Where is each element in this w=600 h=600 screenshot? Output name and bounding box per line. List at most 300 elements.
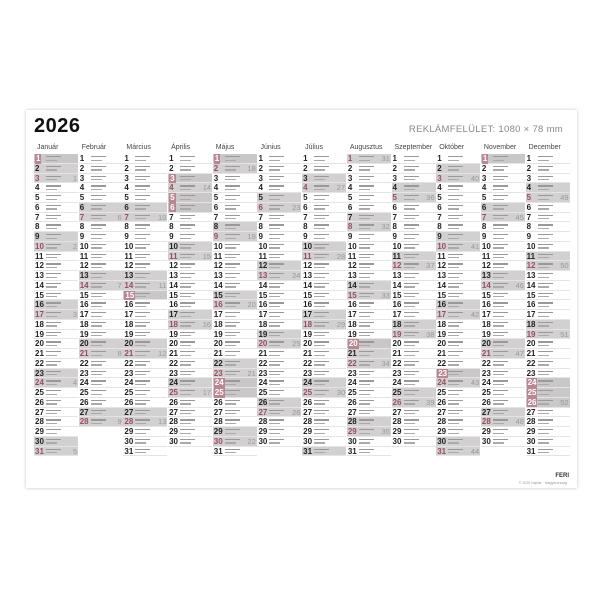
day-cell (347, 154, 391, 164)
day-cell (213, 154, 257, 164)
day-number: 16 (124, 300, 134, 310)
day-number: 20 (392, 339, 402, 349)
day-number: 22 (303, 358, 313, 368)
day-number: 29 (124, 427, 134, 436)
nameday-text (91, 332, 106, 333)
nameday-text (448, 257, 459, 258)
day-number: 29 (213, 427, 223, 436)
day-number: 25 (481, 388, 491, 397)
nameday-text (180, 224, 195, 225)
day-cell (481, 291, 525, 301)
day-cell (34, 349, 78, 359)
nameday-text (404, 429, 419, 430)
nameday-text (404, 199, 415, 200)
day-cell (79, 378, 123, 388)
nameday-text (359, 263, 374, 264)
day-number: 2 (526, 163, 532, 173)
week-number: 51 (560, 329, 569, 339)
day-cell (168, 427, 212, 437)
day-cell (481, 232, 525, 242)
day-number: 6 (213, 202, 219, 212)
day-number: 7 (169, 212, 174, 222)
day-number: 26 (79, 397, 89, 407)
nameday-text (314, 254, 329, 255)
nameday-text (404, 160, 415, 161)
day-number: 29 (347, 427, 357, 436)
nameday-text (225, 351, 240, 352)
nameday-text (314, 228, 325, 229)
day-number: 15 (481, 290, 491, 300)
day-cell (257, 222, 301, 232)
nameday-text (359, 316, 370, 317)
nameday-text (359, 273, 374, 274)
nameday-text (359, 361, 374, 362)
nameday-text (493, 199, 504, 200)
nameday-text (404, 433, 415, 434)
nameday-text (269, 332, 284, 333)
day-cell (481, 193, 525, 203)
nameday-text (359, 325, 370, 326)
nameday-text (91, 355, 102, 356)
day-number: 17 (303, 310, 313, 319)
nameday-text (493, 257, 504, 258)
nameday-text (46, 166, 61, 167)
day-number: 26 (392, 397, 402, 407)
day-number: 17 (392, 310, 402, 319)
calendar-sheet (26, 110, 577, 488)
nameday-text (135, 199, 146, 200)
day-cell (123, 222, 167, 232)
day-cell (168, 388, 212, 398)
day-number: 17 (437, 310, 447, 319)
nameday-text (269, 442, 280, 443)
nameday-text (91, 325, 102, 326)
nameday-text (359, 296, 370, 297)
nameday-text (46, 312, 61, 313)
day-cell (123, 154, 167, 164)
day-number: 27 (124, 407, 134, 417)
day-number: 11 (526, 251, 536, 261)
day-cell (347, 417, 391, 427)
day-cell (436, 203, 480, 213)
month-column (168, 144, 212, 456)
day-number: 5 (303, 193, 308, 202)
nameday-text (404, 228, 415, 229)
day-cell (79, 252, 123, 262)
day-number: 25 (347, 388, 357, 397)
week-number: 7 (117, 280, 122, 290)
nameday-text (180, 394, 191, 395)
nameday-text (46, 439, 61, 440)
day-cell (79, 310, 123, 320)
nameday-text (46, 156, 61, 157)
day-cell (392, 398, 436, 408)
week-number: 25 (292, 339, 301, 349)
day-cell (168, 320, 212, 330)
nameday-text (180, 277, 191, 278)
nameday-text (404, 423, 415, 424)
day-number: 5 (79, 193, 85, 202)
nameday-text (91, 263, 106, 264)
day-cell (34, 427, 78, 437)
nameday-text (404, 293, 419, 294)
nameday-text (46, 306, 57, 307)
nameday-text (46, 419, 61, 420)
nameday-text (91, 215, 106, 216)
nameday-text (359, 234, 374, 235)
day-cell (168, 281, 212, 291)
nameday-text (404, 273, 419, 274)
day-cell (481, 271, 525, 281)
nameday-text (314, 371, 329, 372)
day-number: 19 (303, 329, 313, 339)
nameday-text (359, 345, 370, 346)
day-number: 3 (258, 173, 263, 183)
nameday-text (314, 208, 325, 209)
day-number: 26 (213, 397, 223, 407)
day-number: 25 (258, 388, 268, 397)
nameday-text (448, 355, 459, 356)
ad-space-label: REKLÁMFELÜLET: 1080 × 78 mm (408, 124, 563, 135)
day-number: 21 (213, 349, 223, 358)
nameday-text (46, 355, 57, 356)
nameday-text (225, 244, 240, 245)
day-number: 13 (213, 271, 223, 280)
day-cell (168, 359, 212, 369)
nameday-text (135, 332, 150, 333)
day-cell (257, 261, 301, 271)
day-cell (123, 164, 167, 174)
week-number: 18 (247, 163, 256, 173)
nameday-text (314, 195, 329, 196)
day-number: 10 (347, 241, 357, 251)
nameday-text (448, 189, 459, 190)
day-cell (481, 349, 525, 359)
nameday-text (493, 215, 508, 216)
nameday-text (493, 234, 508, 235)
day-number: 9 (35, 232, 40, 241)
day-number: 14 (213, 280, 223, 290)
nameday-text (359, 238, 370, 239)
day-cell (392, 300, 436, 310)
day-number: 14 (392, 280, 402, 290)
day-cell (347, 242, 391, 252)
nameday-text (225, 419, 240, 420)
day-cell (302, 281, 346, 291)
nameday-text (538, 224, 553, 225)
day-number: 29 (481, 427, 491, 436)
day-number: 5 (526, 193, 532, 202)
nameday-text (91, 316, 102, 317)
nameday-text (225, 176, 240, 177)
day-cell (526, 408, 570, 418)
day-number: 10 (258, 241, 268, 251)
nameday-text (359, 433, 370, 434)
nameday-text (135, 254, 150, 255)
nameday-text (269, 380, 284, 381)
nameday-text (135, 345, 146, 346)
day-number: 1 (258, 154, 263, 163)
nameday-text (493, 394, 504, 395)
nameday-text (91, 286, 102, 287)
nameday-text (135, 195, 150, 196)
nameday-text (180, 199, 191, 200)
nameday-text (269, 234, 284, 235)
nameday-text (493, 351, 508, 352)
nameday-text (538, 371, 553, 372)
day-cell (257, 437, 301, 447)
week-number: 24 (292, 271, 301, 280)
day-cell (79, 242, 123, 252)
day-number: 9 (526, 232, 532, 241)
day-cell (392, 417, 436, 427)
week-number: 15 (202, 251, 212, 261)
nameday-text (359, 169, 370, 170)
day-number: 31 (347, 446, 357, 456)
nameday-text (91, 160, 102, 161)
nameday-text (135, 169, 146, 170)
nameday-text (538, 390, 553, 391)
day-number: 12 (169, 261, 178, 271)
day-number: 26 (258, 397, 268, 407)
week-number: 40 (470, 173, 480, 183)
day-number: 4 (258, 183, 263, 193)
nameday-text (448, 394, 459, 395)
day-cell (123, 261, 167, 271)
week-number: 17 (202, 388, 212, 397)
nameday-text (46, 400, 61, 401)
week-number: 9 (117, 417, 122, 427)
day-cell (168, 193, 212, 203)
day-number: 14 (169, 280, 178, 290)
nameday-text (404, 306, 415, 307)
day-cell (302, 291, 346, 301)
day-cell (34, 408, 78, 418)
day-cell (347, 349, 391, 359)
day-cell (168, 242, 212, 252)
day-cell (436, 300, 480, 310)
day-number: 7 (35, 212, 40, 222)
nameday-text (538, 442, 549, 443)
day-cell (392, 330, 436, 340)
nameday-text (314, 433, 325, 434)
day-number: 23 (213, 368, 223, 378)
day-cell (79, 349, 123, 359)
day-cell (347, 232, 391, 242)
nameday-text (404, 234, 419, 235)
nameday-text (135, 228, 146, 229)
month-name: Október (439, 144, 465, 151)
nameday-text (46, 322, 61, 323)
day-cell (79, 281, 123, 291)
nameday-text (404, 380, 419, 381)
nameday-text (493, 433, 504, 434)
nameday-text (359, 351, 374, 352)
day-number: 9 (481, 232, 487, 241)
nameday-text (404, 286, 415, 287)
day-number: 26 (303, 397, 313, 407)
day-number: 1 (437, 154, 442, 163)
nameday-text (46, 228, 57, 229)
nameday-text (359, 277, 370, 278)
day-cell (213, 281, 257, 291)
nameday-text (225, 205, 240, 206)
nameday-text (91, 390, 106, 391)
nameday-text (225, 156, 240, 157)
nameday-text (314, 293, 329, 294)
day-cell (34, 330, 78, 340)
week-number: 48 (515, 417, 524, 427)
nameday-text (135, 189, 146, 190)
nameday-text (448, 273, 463, 274)
nameday-text (538, 228, 549, 229)
day-cell (213, 252, 257, 262)
nameday-text (314, 351, 329, 352)
day-cell (213, 378, 257, 388)
day-number: 9 (392, 232, 397, 241)
nameday-text (135, 286, 146, 287)
day-cell (34, 261, 78, 271)
nameday-text (359, 403, 370, 404)
nameday-text (404, 179, 415, 180)
nameday-text (404, 156, 419, 157)
nameday-text (538, 189, 549, 190)
nameday-text (538, 423, 549, 424)
day-cell (526, 291, 570, 301)
month-name: Február (81, 144, 107, 151)
day-cell (123, 271, 167, 281)
day-number: 11 (169, 251, 178, 261)
nameday-text (404, 410, 419, 411)
day-number: 6 (437, 202, 442, 212)
day-number: 5 (481, 193, 487, 202)
day-number: 14 (526, 280, 536, 290)
day-cell (34, 213, 78, 223)
nameday-text (538, 283, 553, 284)
day-cell (213, 310, 257, 320)
nameday-text (269, 156, 284, 157)
week-number: 47 (515, 349, 524, 358)
day-cell (436, 242, 480, 252)
day-number: 19 (124, 329, 134, 339)
nameday-text (493, 371, 508, 372)
day-cell (34, 417, 78, 427)
day-cell (526, 252, 570, 262)
day-number: 20 (35, 339, 44, 349)
nameday-text (225, 423, 236, 424)
day-cell (526, 193, 570, 203)
nameday-text (225, 166, 240, 167)
day-cell (436, 271, 480, 281)
day-number: 5 (213, 193, 219, 202)
nameday-text (46, 332, 61, 333)
day-number: 13 (79, 271, 89, 280)
day-number: 18 (526, 319, 536, 329)
day-cell (257, 310, 301, 320)
day-cell (526, 242, 570, 252)
nameday-text (493, 283, 508, 284)
nameday-text (314, 156, 329, 157)
day-number: 2 (392, 163, 397, 173)
nameday-text (46, 263, 61, 264)
day-cell (302, 222, 346, 232)
nameday-text (448, 335, 459, 336)
nameday-text (269, 364, 280, 365)
nameday-text (538, 302, 553, 303)
day-number: 16 (169, 300, 178, 310)
day-number: 2 (124, 163, 129, 173)
nameday-text (180, 341, 195, 342)
nameday-text (269, 355, 280, 356)
nameday-text (448, 316, 459, 317)
day-cell (257, 174, 301, 184)
day-number: 12 (303, 261, 313, 271)
nameday-text (448, 361, 463, 362)
nameday-text (538, 156, 553, 157)
nameday-text (314, 325, 325, 326)
nameday-text (359, 166, 374, 167)
nameday-text (493, 341, 508, 342)
nameday-text (46, 335, 57, 336)
day-cell (526, 232, 570, 242)
nameday-text (180, 439, 195, 440)
nameday-text (269, 351, 284, 352)
nameday-text (269, 277, 280, 278)
month-column (481, 144, 525, 456)
day-cell (526, 320, 570, 330)
day-number: 13 (303, 271, 313, 280)
day-cell (347, 281, 391, 291)
nameday-text (91, 374, 102, 375)
day-cell (436, 252, 480, 262)
nameday-text (404, 351, 419, 352)
day-cell (79, 320, 123, 330)
nameday-text (180, 306, 191, 307)
nameday-text (225, 429, 240, 430)
nameday-text (135, 302, 150, 303)
day-number: 10 (392, 241, 402, 251)
day-cell (168, 300, 212, 310)
nameday-text (225, 215, 240, 216)
day-number: 11 (392, 251, 401, 261)
nameday-text (225, 224, 240, 225)
nameday-text (493, 410, 508, 411)
day-cell (526, 378, 570, 388)
day-cell (34, 300, 78, 310)
day-number: 21 (258, 349, 268, 358)
day-cell (257, 281, 301, 291)
nameday-text (46, 215, 61, 216)
nameday-text (135, 273, 150, 274)
nameday-text (314, 423, 325, 424)
nameday-text (135, 176, 150, 177)
day-cell (213, 271, 257, 281)
nameday-text (180, 335, 191, 336)
nameday-text (493, 361, 508, 362)
nameday-text (269, 286, 280, 287)
nameday-text (46, 185, 61, 186)
day-cell (79, 398, 123, 408)
nameday-text (269, 215, 284, 216)
nameday-text (225, 312, 240, 313)
nameday-text (448, 400, 463, 401)
nameday-text (448, 322, 463, 323)
day-number: 6 (481, 202, 487, 212)
day-cell (257, 427, 301, 437)
nameday-text (404, 341, 419, 342)
nameday-text (91, 218, 102, 219)
nameday-text (538, 257, 549, 258)
